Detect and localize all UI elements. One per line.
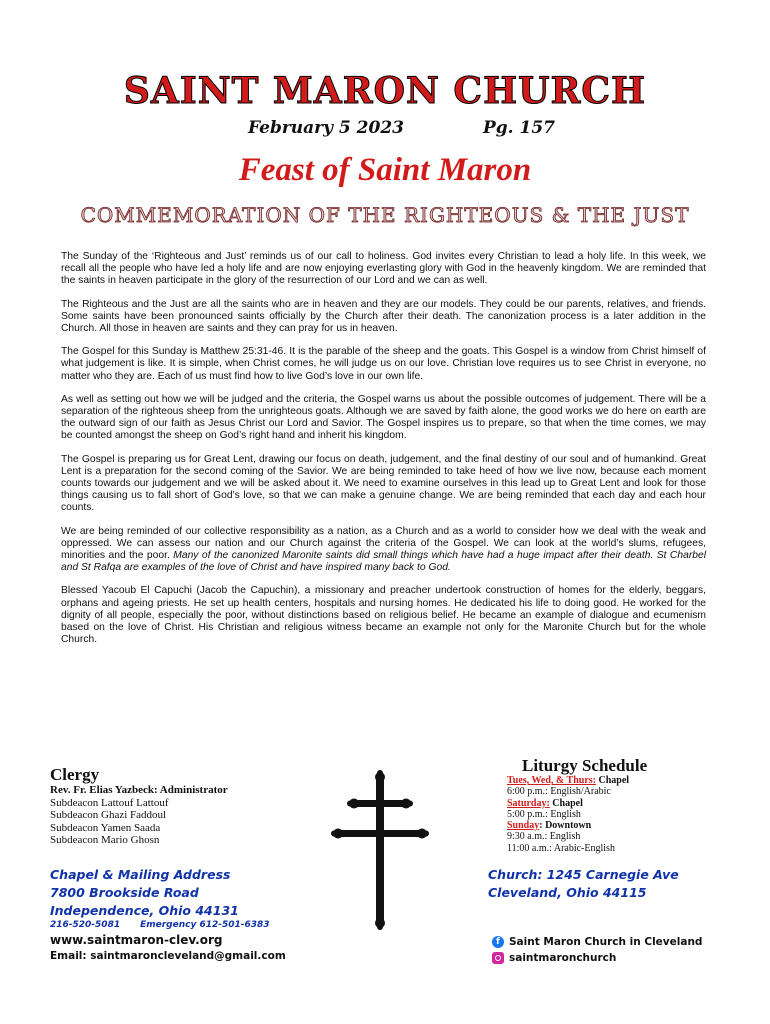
schedule-location: Chapel	[549, 797, 583, 809]
article-body	[61, 251, 706, 657]
phone-number[interactable]: 216-520-5081	[50, 920, 121, 930]
paragraph-italic-text: Many of the canonized Maronite saints did small things which have had a huge impact after their death. St Charbel and St Rafqa are examples of the love of Christ and have inspired many back to God.	[61, 550, 706, 574]
facebook-link[interactable]	[492, 934, 702, 950]
liturgy-heading: Liturgy Schedule	[522, 756, 648, 775]
emergency-number[interactable]: Emergency 612-501-6383	[140, 920, 270, 930]
schedule-time: 9:30 a.m.: English	[507, 831, 581, 843]
schedule-row	[507, 820, 629, 831]
chapel-city: Independence, Ohio 44131	[50, 903, 239, 918]
clergy-member: Subdeacon Yamen Saada	[50, 821, 161, 834]
schedule-row	[507, 775, 629, 786]
paragraph: The Sunday of the ‘Righteous and Just’ reminds us of our call to holiness. God invites every Christian to lead a holy life. In this week, we recall all the people who have led a holy life and are now enjoying everlasting glory with God in the heavenly kingdom. We are reminded that the saints in heaven participate in the glory of the resurrection of our Lord and we can as well.	[61, 251, 706, 287]
instagram-link[interactable]	[492, 950, 702, 966]
church-city: Cleveland, Ohio 44115	[488, 885, 647, 900]
facebook-icon: f	[492, 936, 504, 948]
paragraph	[61, 526, 706, 575]
chapel-address	[50, 866, 239, 920]
schedule-day: Saturday:	[507, 797, 550, 809]
paragraph: The Gospel is preparing us for Great Lent, drawing our focus on death, judgement, and the final destiny of our soul and of humankind. Great Lent is a preparation for the second coming of the Savior. We are being reminded to take heed of how we live now, because each moment counts towards our judgement and we will be asked about it. We need to examine ourselves in this lead up to Great Lent and look for those things causing us to fall short of God’s love, so that we can make a genuine change. We are being reminded that each day and each hour counts.	[61, 453, 706, 514]
social-links	[492, 934, 702, 966]
facebook-label: Saint Maron Church in Cleveland	[509, 936, 703, 948]
feast-heading: Feast of Saint Maron	[238, 152, 532, 188]
chapel-address-label: Chapel & Mailing Address	[50, 867, 231, 882]
schedule-time: 6:00 p.m.: English/Arabic	[507, 786, 611, 798]
email-link[interactable]: Email: saintmaroncleveland@gmail.com	[50, 950, 286, 962]
schedule-row	[507, 798, 629, 809]
paragraph: Blessed Yacoub El Capuchi (Jacob the Capuchin), a missionary and preacher undertook construction of homes for the elderly, beggars, orphans and ageing priests. He set up health centers, hospitals and nursing homes. He dedicated his life to doing good. He worked for the dignity of all people, especially the poor, without distinctions based on religious belief. He became an example of dialogue and ecumenism based on the love of Christ. His Christian and religious witness became an example not only for the Maronite Church but for the whole Church.	[61, 585, 706, 646]
paragraph: The Righteous and the Just are all the saints who are in heaven and they are our models. They could be our parents, relatives, and friends. Some saints have been pronounced saints officially by the Church after their death. The canonization process is a later addition in the Church. All those in heaven are saints and they can pray for us in heaven.	[61, 298, 706, 335]
website-link[interactable]: www.saintmaron-clev.org	[50, 933, 223, 947]
schedule-location: Chapel	[596, 775, 630, 786]
paragraph: As well as setting out how we will be judged and the criteria, the Gospel warns us about the possible outcomes of judgement. There will be a separation of the righteous sheep from the unrighteous goats. Although we are saved by faith alone, the good works we do here on earth are the outward sign of our faith as Jesus Christ our Lord and Savior. The Gospel inspires us to prepare, so that when the time comes, we may be counted amongst the sheep on God’s right hand and inherit his kingdom.	[61, 393, 706, 442]
clergy-member: Subdeacon Lattouf Lattouf	[50, 796, 169, 809]
page-number: Pg. 157	[483, 118, 555, 138]
schedule-day: Tues, Wed, & Thurs:	[507, 775, 597, 786]
instagram-label: saintmaronchurch	[509, 952, 617, 964]
clergy-member: Subdeacon Ghazi Faddoul	[50, 809, 167, 821]
clergy-list	[50, 784, 228, 847]
church-address	[488, 866, 679, 902]
church-street: Church: 1245 Carnegie Ave	[488, 867, 679, 882]
church-title: SAINT MARON CHURCH	[123, 70, 647, 112]
paragraph: The Gospel for this Sunday is Matthew 25:31-46. It is the parable of the sheep and the goats. This Gospel is a window from Christ himself of what judgement is like. It is simple, when Christ comes, he will judge us on our love. Christian love requires us to see Christ in everyone, no matter who they are. Each of us must find how to live God’s love in our own life.	[61, 346, 706, 382]
clergy-member: Subdeacon Mario Ghosn	[50, 834, 160, 846]
commemoration-subtitle: COMMEMORATION OF THE RIGHTEOUS & THE JUST	[80, 203, 690, 227]
schedule-day: Sunday	[507, 820, 540, 832]
schedule-time: 11:00 a.m.: Arabic-English	[507, 842, 615, 854]
maronite-cross-icon	[320, 770, 440, 930]
bulletin-date: February 5 2023	[248, 118, 404, 138]
schedule-time: 5:00 p.m.: English	[507, 808, 581, 820]
paragraph-text: We are being reminded of our collective responsibility as a nation, as a Church and as a world to consider how we deal with the weak and oppressed. We can assess our nation and our Church against the criteria of the Gospel. We can look at the world’s slums, refugees, minorities and the poor.	[61, 525, 706, 562]
phone-numbers	[50, 920, 270, 930]
schedule-location: : Downtown	[539, 820, 592, 832]
clergy-administrator: Rev. Fr. Elias Yazbeck: Administrator	[50, 784, 228, 796]
instagram-icon	[492, 952, 504, 964]
liturgy-schedule	[507, 775, 629, 854]
chapel-street: 7800 Brookside Road	[50, 885, 199, 900]
clergy-heading: Clergy	[50, 765, 100, 784]
